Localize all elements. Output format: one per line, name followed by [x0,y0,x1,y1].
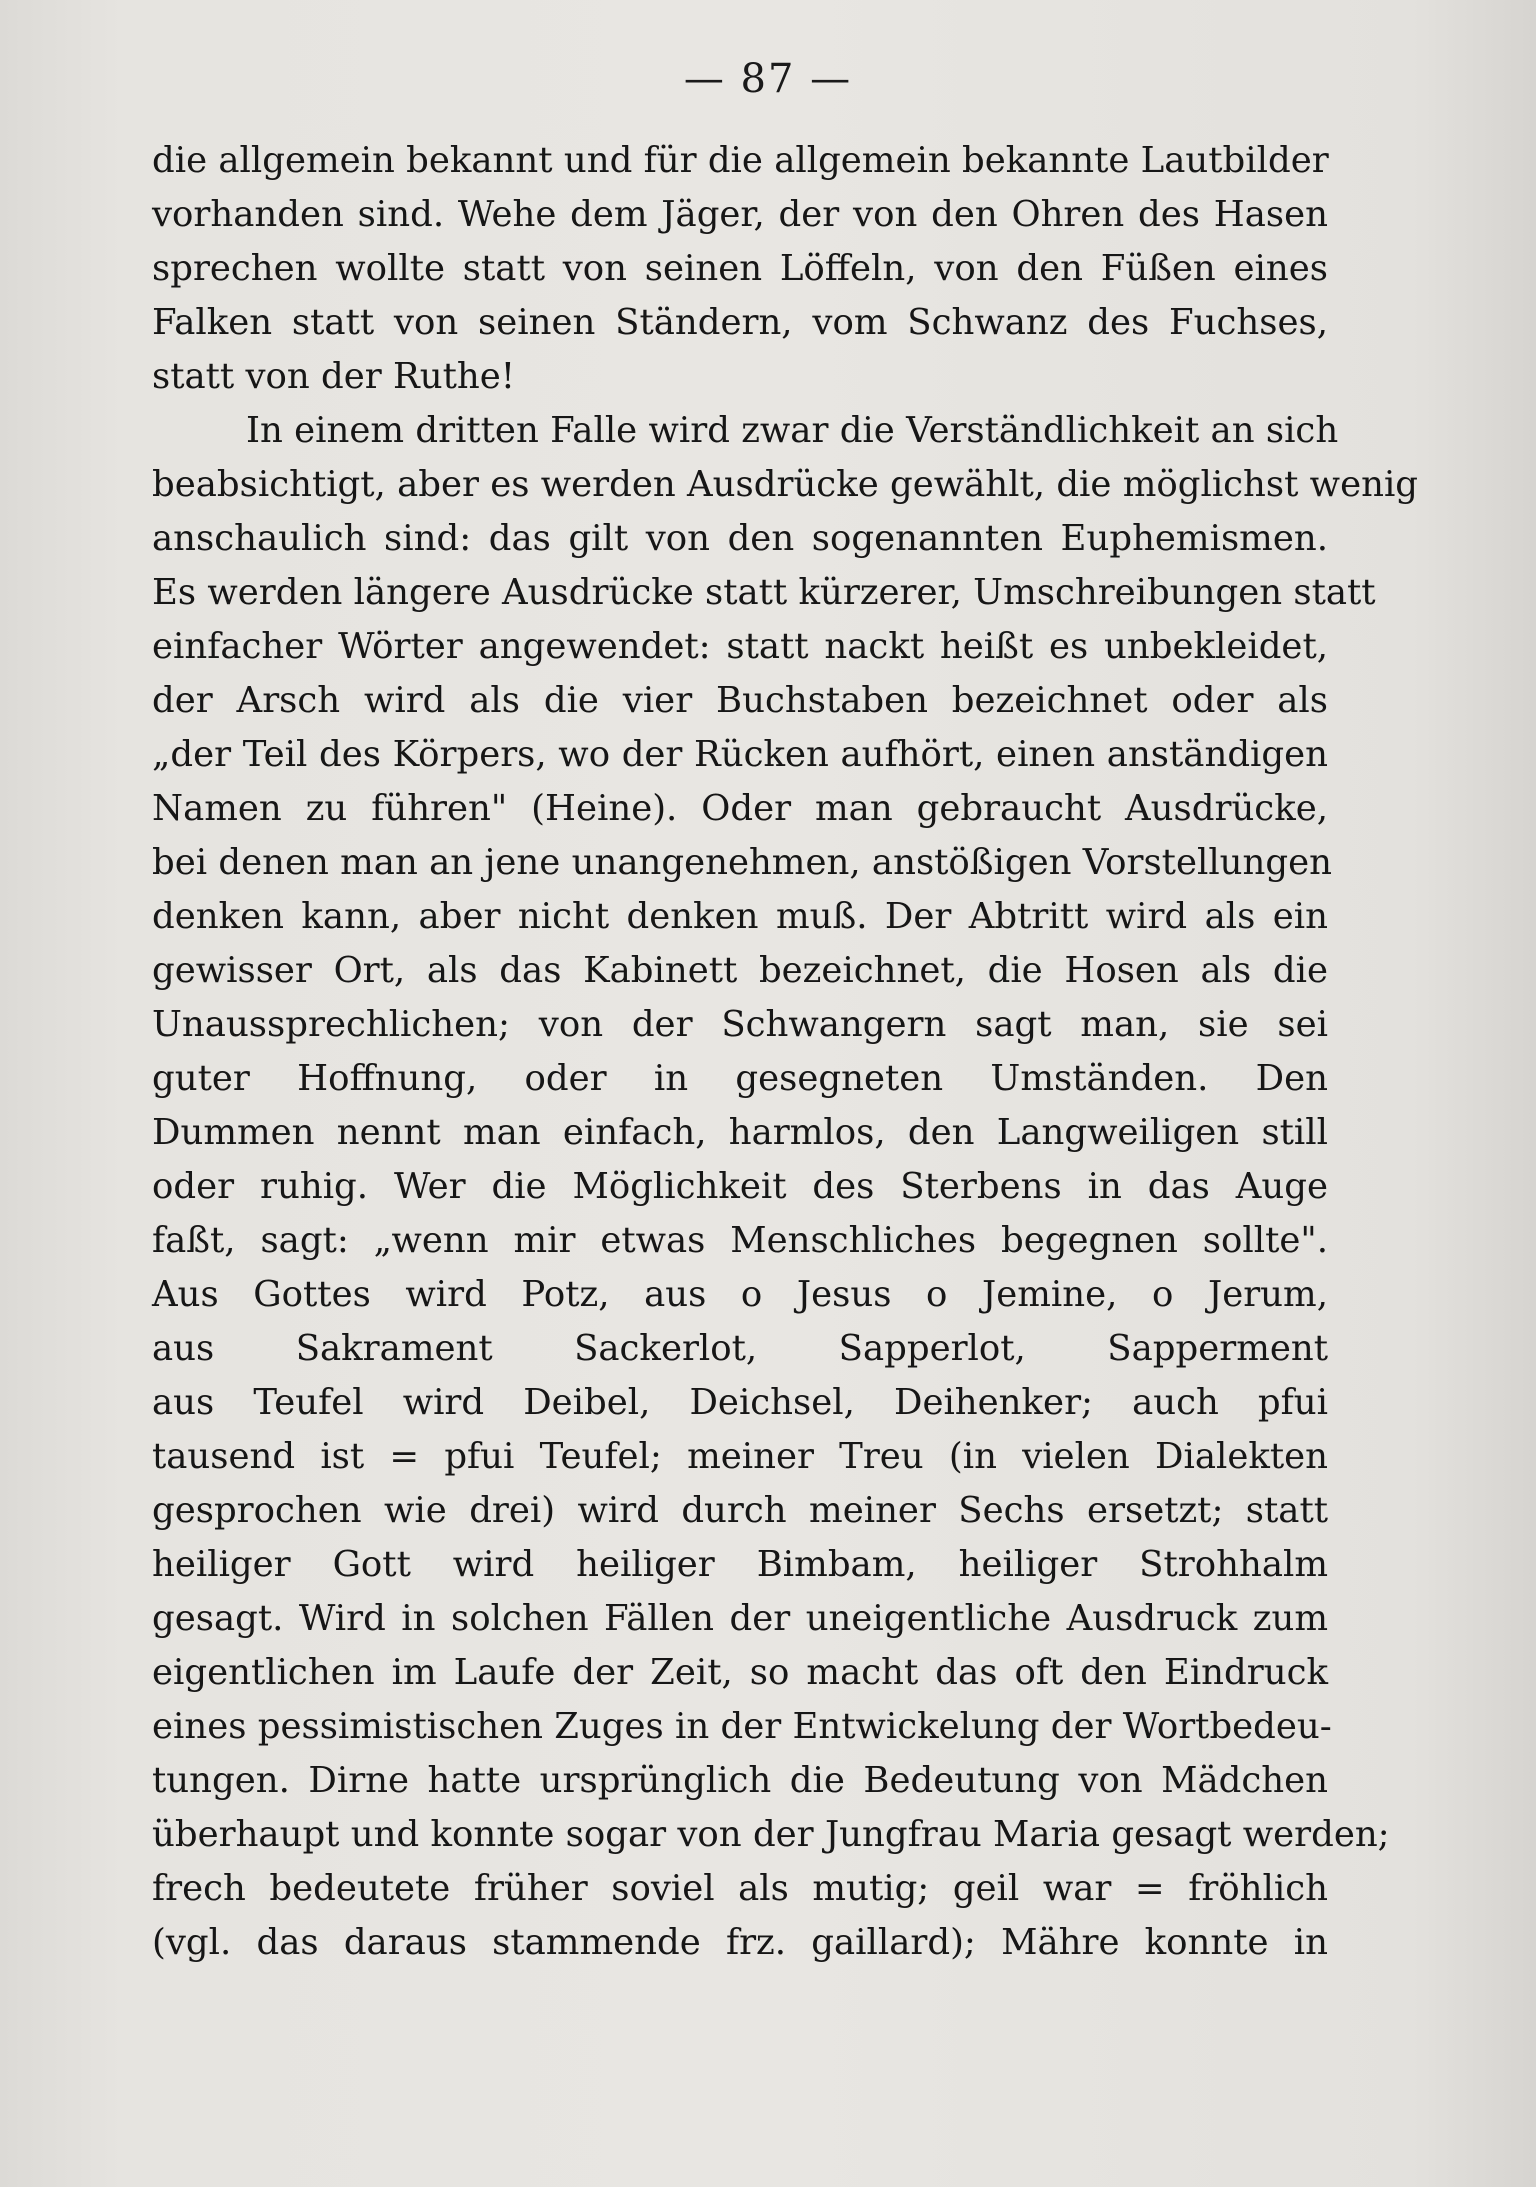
text-line: heiliger Gott wird heiliger Bimbam, heiliger Strohhalm [152,1544,1328,1585]
body-text [152,134,1419,1970]
text-line: Aus Gottes wird Potz, aus o Jesus o Jemine, o Jerum, [152,1274,1328,1315]
text-line: guter Hoffnung, oder in gesegneten Umständen. Den [152,1058,1328,1099]
text-line: aus Sakrament Sackerlot, Sapperlot, Sapperment [152,1328,1328,1369]
text-line: einfacher Wörter angewendet: statt nackt heißt es unbekleidet, [152,626,1328,667]
text-line: sprechen wollte statt von seinen Löffeln, von den Füßen eines [152,248,1328,289]
text-line: Unaussprechlichen; von der Schwangern sagt man, sie sei [152,1004,1328,1045]
text-line: eigentlichen im Laufe der Zeit, so macht das oft den Eindruck [152,1652,1328,1693]
text-line: Dummen nennt man einfach, harmlos, den Langweiligen still [152,1112,1328,1153]
text-line: bei denen man an jene unangenehmen, anstößigen Vorstellungen [152,842,1332,883]
text-line: denken kann, aber nicht denken muß. Der Abtritt wird als ein [152,896,1328,937]
text-line: (vgl. das daraus stammende frz. gaillard); Mähre konnte in [152,1922,1328,1963]
text-line: frech bedeutete früher soviel als mutig; geil war = fröhlich [152,1868,1328,1909]
text-line: tungen. Dirne hatte ursprünglich die Bedeutung von Mädchen [152,1760,1328,1801]
text-line: die allgemein bekannt und für die allgemein bekannte Lautbilder [152,140,1329,181]
text-line: gewisser Ort, als das Kabinett bezeichnet, die Hosen als die [152,950,1328,991]
text-line: vorhanden sind. Wehe dem Jäger, der von den Ohren des Hasen [152,194,1328,235]
text-line: überhaupt und konnte sogar von der Jungfrau Maria gesagt werden; [152,1814,1390,1855]
text-line: eines pessimistischen Zuges in der Entwickelung der Wortbedeu- [152,1706,1332,1747]
text-line: oder ruhig. Wer die Möglichkeit des Sterbens in das Auge [152,1166,1328,1207]
text-line: tausend ist = pfui Teufel; meiner Treu (in vielen Dialekten [152,1436,1328,1477]
text-line: beabsichtigt, aber es werden Ausdrücke gewählt, die möglichst wenig [152,464,1419,505]
text-line: aus Teufel wird Deibel, Deichsel, Deihenker; auch pfui [152,1382,1328,1423]
text-line: gesprochen wie drei) wird durch meiner Sechs ersetzt; statt [152,1490,1328,1531]
text-line: der Arsch wird als die vier Buchstaben bezeichnet oder als [152,680,1328,721]
text-line: „der Teil des Körpers, wo der Rücken aufhört, einen anständigen [152,734,1328,775]
text-line: Falken statt von seinen Ständern, vom Schwanz des Fuchses, [152,302,1328,343]
text-line: gesagt. Wird in solchen Fällen der uneigentliche Ausdruck zum [152,1598,1328,1639]
text-line: faßt, sagt: „wenn mir etwas Menschliches begegnen sollte". [152,1220,1328,1261]
text-line: Es werden längere Ausdrücke statt kürzerer, Umschreibungen statt [152,572,1376,613]
text-line: statt von der Ruthe! [152,356,516,397]
page-number: — 87 — [683,56,853,102]
text-line: anschaulich sind: das gilt von den sogenannten Euphemismen. [152,518,1328,559]
text-line: In einem dritten Falle wird zwar die Verständlichkeit an sich [246,410,1339,451]
text-line: Namen zu führen" (Heine). Oder man gebraucht Ausdrücke, [152,788,1328,829]
